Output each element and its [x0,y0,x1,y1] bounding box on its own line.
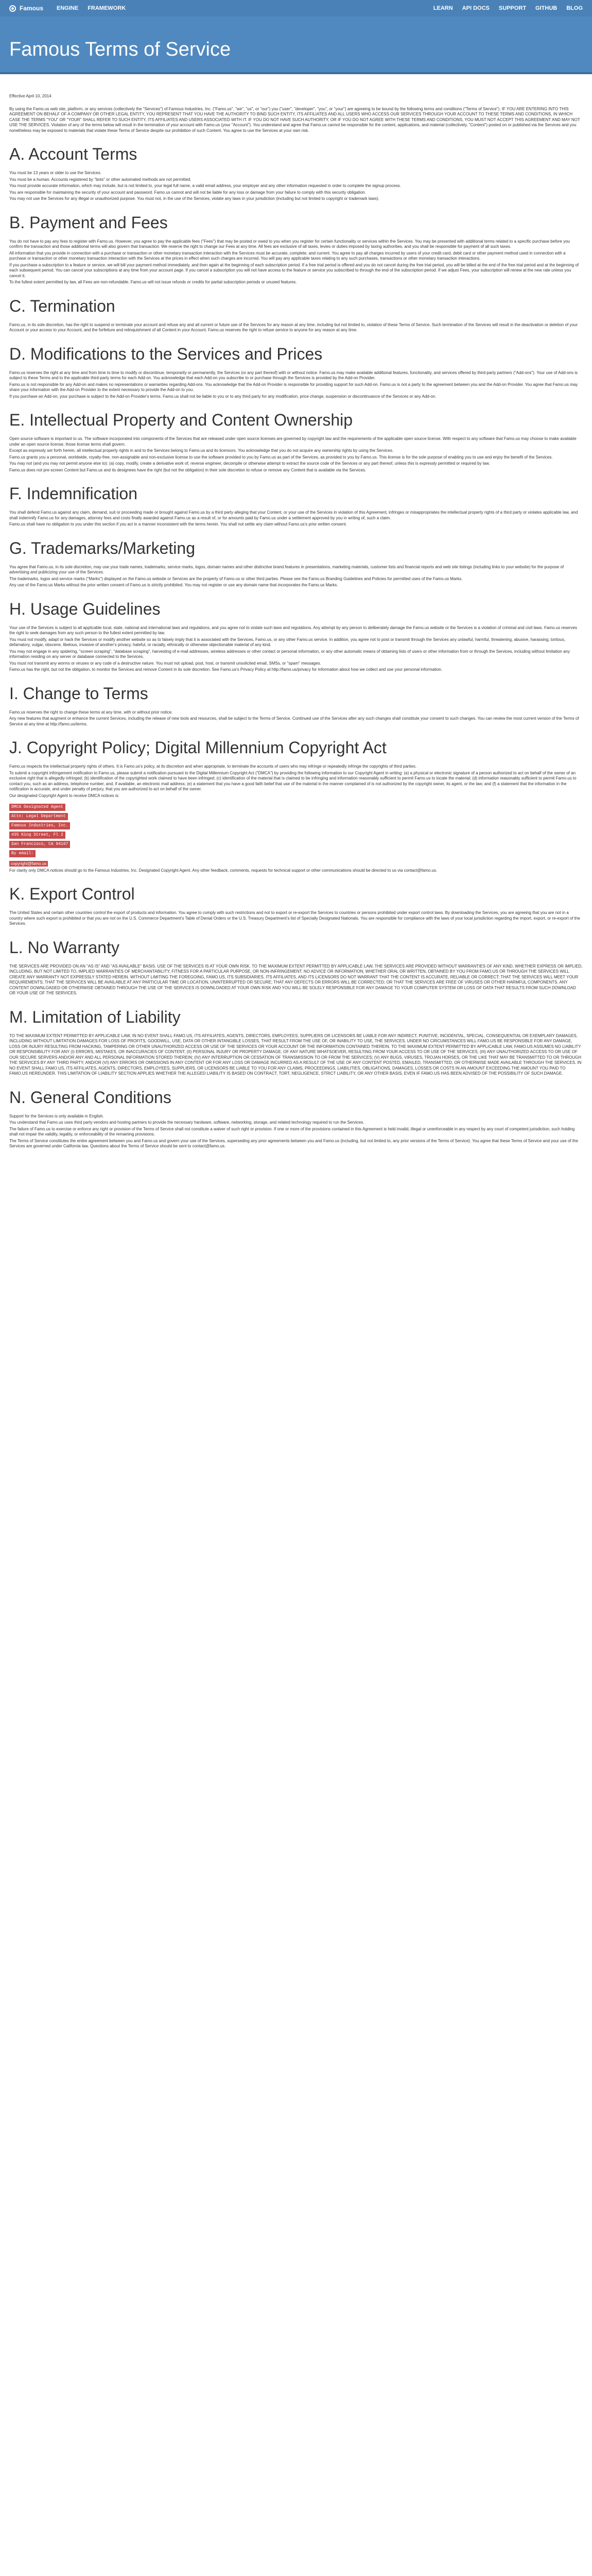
terms-section [9,297,583,333]
terms-section [9,885,583,927]
section-paragraph: You may not (and you may not permit anyone else to): (a) copy, modify, create a derivative work of, reverse engineer, decompile or otherwise attempt to extract the source code of the Services or any part thereof, unless this is expressly permitted or required by law. [9,461,490,466]
famous-logo-icon [9,5,16,12]
section-paragraph: Open source software is important to us. The software incorporated into components of the Services that are released under open source licenses are governed by copyright law and the requirements of the applicable open source license. With respect to any software that Famo.us may choose to make available under an open source license, those license terms shall govern. [9,436,577,447]
dmca-address-line: Famous Industries, Inc. [9,822,70,829]
section-paragraph: All information that you provide in connection with a purchase or transaction or other monetary transaction interaction with the Services must be accurate, complete, and current. You agree to pay all charges incurred by users of your credit card, debit card or other payment method used in connection with a purchase or transaction or other monetary transaction interaction with the Services at the prices in effect when such charges are incurred. You will pay any applicable taxes relating to any such purchases, transactions or other monetary transaction interactions. [9,250,566,261]
dmca-address-line: Attn: Legal Department [9,813,68,820]
section-paragraph: Famo.us grants you a personal, worldwide, royalty-free, non-assignable and non-exclusive license to use the software provided to you by Famo.us as part of the Services, as provided to you by Famo.us. This license is for the sole purpose of enabling you to use and enjoy the benefit of the Services. [9,454,553,460]
section-paragraph: You agree that Famo.us, in its sole discretion, may use your trade names, trademarks, service marks, logos, domain names and other distinctive brand features in presentations, marketing materials, customer lists and financial reports and web site listings (including links to your website) for the purpose of advertising and publicizing your use of the Services. [9,564,564,574]
section-paragraph: For clarity only DMCA notices should go to the Famous Industries, Inc. Designated Copyright Agent. Any other feedback, comments, requests for technical support or other communications should be directed to us via contact@famo.us. [9,868,438,873]
terms-section [9,1008,583,1077]
section-paragraph: Support for the Services is only available in English. [9,1113,104,1118]
section-heading: J. Copyright Policy; Digital Millennium Copyright Act [9,738,387,757]
dmca-address-line: DMCA Designated Agent [9,804,65,811]
section-heading: L. No Warranty [9,938,119,957]
dmca-address-line: San Francisco, CA 94107 [9,841,70,848]
terms-section [9,145,583,202]
section-paragraph: You must be 13 years or older to use the Services. [9,171,101,175]
section-heading: A. Account Terms [9,145,137,163]
section-heading: B. Payment and Fees [9,213,168,232]
section-heading: I. Change to Terms [9,684,148,703]
section-paragraph: If you purchase a subscription to a feature or service, we will bill your payment method immediately, and then again at the beginning of each subscription period. If a free trial period is offered and you do not cancel during the free trial period, you will be billed at the end of the free trial period and at the beginning of each subsequent period. You can cancel your subscriptions at any time from your account page. If you cancel a subscription you will not have access to the feature or service you subscribed to through the end of the subscription period. If we adjust Fees, your subscription will renew at the new rate unless you cancel it. [9,262,579,278]
section-paragraph: Any use of the Famo.us Marks without the prior written consent of Famo.us is strictly prohibited. You may not register or use any domain name that incorporates the Famo.us Marks. [9,583,338,587]
copyright-email-link[interactable]: copyright@famo.us [9,861,48,867]
page-title: Famous Terms of Service [9,39,231,60]
terms-sections [9,145,583,1149]
section-paragraph: You shall defend Famo.us against any claim, demand, suit or proceeding made or brought against Famo.us by a third party alleging that your Content, or your use of the Services in violation of this Agreement, infringes or misappropriates the intellectual property rights of a third party or violates applicable law, and shall indemnify Famo.us for any damages, attorney fees and costs finally awarded against Famo.us as a result of, or for amounts paid by Famo.us under a settlement approved by you in writing of, such a claim. [9,510,578,520]
section-paragraph: The failure of Famo.us to exercise or enforce any right or provision of the Terms of Service shall not constitute a waiver of such right or provision. If one or more of the provisions contained in this Agreement is held invalid, illegal or unenforceable in any respect by any court of competent jurisdiction, such holding shall not impair the validity, legality, or enforceability of the remaining provisions. [9,1126,575,1137]
terms-content [0,74,592,2576]
section-heading: F. Indemnification [9,484,138,503]
section-heading: G. Trademarks/Marketing [9,538,195,557]
brand-logo-link[interactable] [9,5,43,12]
section-heading: M. Limitation of Liability [9,1007,181,1026]
dmca-address-line: By email: [9,850,36,857]
section-paragraph: To the fullest extent permitted by law, all Fees are non-refundable. Famo.us will not issue refunds or credits for partial subscription periods or unused features. [9,280,297,284]
section-paragraph: Our designated Copyright Agent to receive DMCA notices is: [9,793,119,798]
section-paragraph: You do not have to pay any fees to register with Famo.us. However, you agree to pay the applicable fees ("Fees") that may be posted or owed to you when you register for certain functionality or services within the Services. You may be presented with additional terms related to a specific purchase before you confirm the transaction and those additional terms will also govern that transaction. We reserve the right to change our Fees at any time. All fees are exclusive of all taxes, levies or duties imposed by taxing authorities, and you shall be responsible for payment of all such taxes. [9,239,570,249]
section-heading: N. General Conditions [9,1088,171,1107]
section-paragraph: Famo.us reserves the right to change these terms at any time, with or without prior notice. [9,709,173,715]
nav-item-engine[interactable]: ENGINE [57,5,79,11]
terms-section [9,539,583,588]
copyright-email-line [9,861,583,867]
primary-nav [57,6,126,11]
nav-item-framework[interactable]: FRAMEWORK [88,5,126,11]
section-paragraph: You may not use the Services for any illegal or unauthorized purpose. You must not, in the use of the Services, violate any laws in your jurisdiction (including but not limited to copyright or trademark laws). [9,196,379,201]
section-paragraph: The trademarks, logos and service marks ("Marks") displayed on the Famo.us website or Services are the property of Famo.us or other third parties. Please see the Famo.us Branding Guidelines and Policies for permitted uses of the Famo.us Marks. [9,576,463,581]
terms-section [9,345,583,400]
nav-item-blog[interactable]: BLOG [566,5,583,11]
nav-item-api-docs[interactable]: API DOCS [462,5,490,11]
effective-date: Effective April 10, 2014 [9,94,51,98]
section-paragraph: You must not transmit any worms or viruses or any code of a destructive nature. You must not upload, post, host, or transmit unsolicited email, SMSs, or "spam" messages. [9,660,321,666]
dmca-address-line: 435 King Street, Fl 2 [9,832,65,839]
section-paragraph: Except as expressly set forth herein, all intellectual property rights in and to the Services belong to Famo.us and its licensors. You acknowledge that you do not acquire any ownership rights by using the Services. [9,448,394,453]
nav-item-github[interactable]: GITHUB [535,5,558,11]
section-paragraph: Any new features that augment or enhance the current Services, including the release of new tools and resources, shall be subject to the Terms of Service. Continued use of the Services after any such changes shall constitute your consent to such changes. You can review the most current version of the Terms of Service at any time at http://famo.us/terms. [9,716,579,726]
intro-text [9,107,583,134]
terms-section [9,684,583,727]
section-paragraph: Famo.us does not pre-screen Content but Famo.us and its designees have the right (but not the obligation) in their sole discretion to refuse or remove any Content that is available via the Services. [9,467,367,472]
section-heading: C. Termination [9,296,115,315]
section-paragraph: Your use of the Services is subject to all applicable local, state, national and international laws and regulations, and you agree not to violate such laws and regulations. Any attempt by any person to deliberately damage the Famo.us website or the Services is a violation of criminal and civil laws. Famo.us reserves the right to seek damages from any such person to the fullest extent permitted by law. [9,625,577,635]
section-paragraph: Famo.us respects the intellectual property rights of others. It is Famo.us's policy, at its discretion and when appropriate, to terminate the accounts of users who may infringe or repeatedly infringe the copyrights of third parties. [9,764,417,769]
section-paragraph: The United States and certain other countries control the export of products and information. You agree to comply with such restrictions and not to export or re-export the Services to countries or persons prohibited under export control laws. By downloading the Services, you are agreeing that you are not in a country where such export is prohibited or that you are not on the U.S. Commerce Department's Table of Denial Orders or the U.S. Treasury Department's list of Specially Designated Nationals. You are responsible for compliance with the laws of your local jurisdiction regarding the import, export, or re-export of the Services. [9,910,580,926]
intro-paragraph: By using the Famo.us web site, platform, or any services (collectively the "Services") of Famous Industries, Inc. ("Famo.us", "we", "us", or "our") you ("user", "developer", "you", or "your") are agreeing to be bound by the following terms and conditions ("Terms of Service"). IF YOU ARE ENTERING INTO THIS AGREEMENT ON BEHALF OF A COMPANY OR OTHER LEGAL ENTITY, YOU REPRESENT THAT YOU HAVE THE AUTHORITY TO BIND SUCH ENTITY, ITS AFFILIATES AND ALL USERS WHO ACCESS OUR SERVICES THROUGH YOUR ACCOUNT TO THESE TERMS AND CONDITIONS, IN WHICH CASE THE TERMS "YOU" OR "YOUR" SHALL REFER TO SUCH ENTITY, ITS AFFILIATES AND USERS ASSOCIATED WITH IT. IF YOU DO NOT HAVE SUCH AUTHORITY, OR IF YOU DO NOT AGREE WITH THESE TERMS AND CONDITIONS, YOU MUST NOT ACCEPT THIS AGREEMENT AND MAY NOT USE THE SERVICES. Violation of any of the terms below will result in the termination of your account with Famo.us (your "Account"). You understand and agree that Famo.us cannot be responsible for the content, applications, and material (collectively, "Content") posted on or published via the Services and you nonetheless may be exposed to materials that violate these Terms of Service despite our prohibition of such Content. You agree to use the Services at your own risk. [9,106,580,133]
section-paragraph: You are responsible for maintaining the security of your account and password. Famo.us cannot and will not be liable for any loss or damage from your failure to comply with this security obligation. [9,190,366,195]
section-paragraph: If you purchase an Add-on, your purchase is subject to the Add-on Provider's terms. Famo.us shall not be liable to you or to any third party for any modification, price change, suspension or discontinuance of the Services or any Add-on. [9,394,437,399]
section-heading: K. Export Control [9,885,135,903]
section-paragraph: Famo.us is not responsible for any Add-on and makes no representations or warranties regarding Add-ons. You acknowledge that the Add-on Provider is responsible for providing support for such Add-on. Famo.us is not a party to the agreement between you and the Add-on Provider. You agree that Famo.us may share your information with the Add-on Provider to the extent necessary to provide the Add-on to you. [9,382,578,392]
terms-section [9,1088,583,1149]
section-paragraph: You understand that Famo.us uses third party vendors and hosting partners to provide the necessary hardware, software, networking, storage, and related technology required to run the Services. [9,1120,364,1125]
section-heading: D. Modifications to the Services and Prices [9,344,323,363]
terms-section [9,938,583,996]
terms-section [9,600,583,673]
terms-section [9,213,583,285]
section-paragraph: You must not modify, adapt or hack the Services or modify another website so as to falsely imply that it is associated with the Services, Famo.us, or any other Famo.us service. In addition, you agree not to post or transmit through the Services any unlawful, harmful, threatening, abusive, harassing, tortious, defamatory, vulgar, obscene, libelous, invasive of another's privacy, hateful, or racially, ethnically or otherwise objectionable material of any kind. [9,637,566,647]
section-heading: E. Intellectual Property and Content Ownership [9,411,353,429]
section-paragraph: TO THE MAXIMUM EXTENT PERMITTED BY APPLICABLE LAW, IN NO EVENT SHALL FAMO.US, ITS AFFILIATES, AGENTS, DIRECTORS, EMPLOYEES, SUPPLIERS OR LICENSORS BE LIABLE FOR ANY INDIRECT, PUNITIVE, INCIDENTAL, SPECIAL, CONSEQUENTIAL OR EXEMPLARY DAMAGES, INCLUDING WITHOUT LIMITATION DAMAGES FOR LOSS OF PROFITS, GOODWILL, USE, DATA OR OTHER INTANGIBLE LOSSES, THAT RESULT FROM THE USE OF, OR INABILITY TO USE, THE SERVICES. UNDER NO CIRCUMSTANCES WILL FAMO.US BE RESPONSIBLE FOR ANY DAMAGE, LOSS OR INJURY RESULTING FROM HACKING, TAMPERING OR OTHER UNAUTHORIZED ACCESS OR USE OF THE SERVICES OR YOUR ACCOUNT OR THE INFORMATION CONTAINED THEREIN. TO THE MAXIMUM EXTENT PERMITTED BY APPLICABLE LAW, FAMO.US ASSUMES NO LIABILITY OR RESPONSIBILITY FOR ANY (I) ERRORS, MISTAKES, OR INACCURACIES OF CONTENT; (II) PERSONAL INJURY OR PROPERTY DAMAGE, OF ANY NATURE WHATSOEVER, RESULTING FROM YOUR ACCESS TO OR USE OF THE SERVICES; (III) ANY UNAUTHORIZED ACCESS TO OR USE OF OUR SECURE SERVERS AND/OR ANY AND ALL PERSONAL INFORMATION STORED THEREIN; (IV) ANY INTERRUPTION OR CESSATION OF TRANSMISSION TO OR FROM THE SERVICES; (V) ANY BUGS, VIRUSES, TROJAN HORSES, OR THE LIKE THAT MAY BE TRANSMITTED TO OR THROUGH THE SERVICES BY ANY THIRD PARTY; AND/OR (VI) ANY ERRORS OR OMISSIONS IN ANY CONTENT OR FOR ANY LOSS OR DAMAGE INCURRED AS A RESULT OF THE USE OF ANY CONTENT POSTED, EMAILED, TRANSMITTED, OR OTHERWISE MADE AVAILABLE THROUGH THE SERVICES. IN NO EVENT SHALL FAMO.US, ITS AFFILIATES, AGENTS, DIRECTORS, EMPLOYEES, SUPPLIERS, OR LICENSORS BE LIABLE TO YOU FOR ANY CLAIMS, PROCEEDINGS, LIABILITIES, OBLIGATIONS, DAMAGES, LOSSES OR COSTS IN AN AMOUNT EXCEEDING THE AMOUNT YOU PAID TO FAMO.US HEREUNDER. THIS LIMITATION OF LIABILITY SECTION APPLIES WHETHER THE ALLEGED LIABILITY IS BASED ON CONTRACT, TORT, NEGLIGENCE, STRICT LIABILITY, OR ANY OTHER BASIS, EVEN IF FAMO.US HAS BEEN ADVISED OF THE POSSIBILITY OF SUCH DAMAGE. [9,1033,582,1076]
section-paragraph: Famo.us has the right, but not the obligation, to monitor the Services and remove Content in its sole discretion. See Famo.us's Privacy Policy at http://famo.us/privacy for information about how we collect and use your personal information. [9,667,443,672]
section-heading: H. Usage Guidelines [9,599,161,618]
section-paragraph: You must be a human. Accounts registered by "bots" or other automated methods are not permitted. [9,177,191,182]
terms-section [9,411,583,473]
section-paragraph: Famo.us shall have no obligation to you under this section if you act in a manner inconsistent with the terms herein. You shall not settle any claim without Famo.us's prior written consent. [9,522,347,527]
hero-banner [0,16,592,72]
dmca-agent-address [9,804,583,859]
secondary-nav [433,6,583,11]
brand-name: Famous [20,4,44,12]
terms-section [9,738,583,873]
section-paragraph: The Terms of Service constitutes the entire agreement between you and Famo.us and govern your use of the Services, superseding any prior agreements between you and Famo.us (including, but not limited to, any prior versions of the Terms of Service). You agree that these Terms of Service and your use of the Services are governed under California law. Questions about the Terms of Service should be sent to contact@famo.us. [9,1138,579,1148]
section-paragraph: You must provide accurate information, which may include, but is not limited to, your legal full name, a valid email address, your employer and any other information requested in order to complete the signup process. [9,183,401,188]
section-paragraph: You may not engage in any spidering, "screen scraping", "database scraping", harvesting of e-mail addresses, wireless addresses or other contact or personal information, or any other automatic means of obtaining lists of users or other information from or through the Services, including without limitation any information residing on any server or database connected to the Services. [9,649,570,659]
top-navigation-bar [0,0,592,16]
nav-item-learn[interactable]: LEARN [433,5,453,11]
section-paragraph: Famo.us reserves the right at any time and from time to time to modify or discontinue, temporarily or permanently, the Services (or any part thereof) with or without notice. Famo.us may make available additional features, functionality, and services offered by third-party partners ("Add-ons"). Your use of Add-ons is subject to these Terms and to the applicable third-party terms for each Add-on. You acknowledge that each Add-on you subscribe to or purchase through the Services is provided by the Add-on Provider. [9,370,578,380]
terms-section [9,484,583,528]
nav-item-support[interactable]: SUPPORT [498,5,527,11]
section-paragraph: THE SERVICES ARE PROVIDED ON AN "AS IS" AND "AS AVAILABLE" BASIS. USE OF THE SERVICES IS AT YOUR OWN RISK. TO THE MAXIMUM EXTENT PERMITTED BY APPLICABLE LAW, THE SERVICES ARE PROVIDED WITHOUT WARRANTIES OF ANY KIND, WHETHER EXPRESS OR IMPLIED, INCLUDING, BUT NOT LIMITED TO, IMPLIED WARRANTIES OF MERCHANTABILITY, FITNESS FOR A PARTICULAR PURPOSE, OR NON-INFRINGEMENT. NO ADVICE OR INFORMATION, WHETHER ORAL OR WRITTEN, OBTAINED BY YOU FROM FAMO.US OR THROUGH THE SERVICES WILL CREATE ANY WARRANTY NOT EXPRESSLY STATED HEREIN. WITHOUT LIMITING THE FOREGOING, FAMO.US, ITS SUBSIDIARIES, ITS AFFILIATES, AND ITS LICENSORS DO NOT WARRANT THAT THE CONTENT IS ACCURATE, RELIABLE OR CORRECT; THAT THE SERVICES WILL MEET YOUR REQUIREMENTS; THAT THE SERVICES WILL BE AVAILABLE AT ANY PARTICULAR TIME OR LOCATION, UNINTERRUPTED OR SECURE; THAT ANY DEFECTS OR ERRORS WILL BE CORRECTED; OR THAT THE SERVICES ARE FREE OF VIRUSES OR OTHER HARMFUL COMPONENTS. ANY CONTENT DOWNLOADED OR OTHERWISE OBTAINED THROUGH THE USE OF THE SERVICES IS DOWNLOADED AT YOUR OWN RISK AND YOU WILL BE SOLELY RESPONSIBLE FOR ANY DAMAGE TO YOUR COMPUTER SYSTEM OR LOSS OF DATA THAT RESULTS FROM SUCH DOWNLOAD OR YOUR USE OF THE SERVICES. [9,963,583,995]
section-paragraph: To submit a copyright infringement notification to Famo.us, please submit a notification pursuant to the Digital Millennium Copyright Act ("DMCA") by providing the following information to our Copyright Agent in writing: (a) a physical or electronic signature of a person authorized to act on behalf of the owner of an exclusive right that is allegedly infringed; (b) identification of the copyrighted work claimed to have been infringed; (c) identification of the material that is claimed to be infringing and information reasonably sufficient to permit Famo.us to locate the material; (d) information reasonably sufficient to permit Famo.us to contact you, such as an address, telephone number, and, if available, an electronic mail address; (e) a statement that you have a good faith belief that use of the material in the manner complained of is not authorized by the copyright owner, its agent, or the law; and (f) a statement that the information in the notification is accurate, and under penalty of perjury, that you are authorized to act on behalf of the owner. [9,770,577,791]
section-paragraph: Famo.us, in its sole discretion, has the right to suspend or terminate your account and refuse any and all current or future use of the Services for any reason at any time, including but not limited to, violation of these Terms of Service. Such termination of the Services will result in the deactivation or deletion of your Account or your access to your Account, and the forfeiture and relinquishment of all Content in your Account. Famo.us reserves the right to refuse service to anyone for any reason at any time. [9,322,578,332]
